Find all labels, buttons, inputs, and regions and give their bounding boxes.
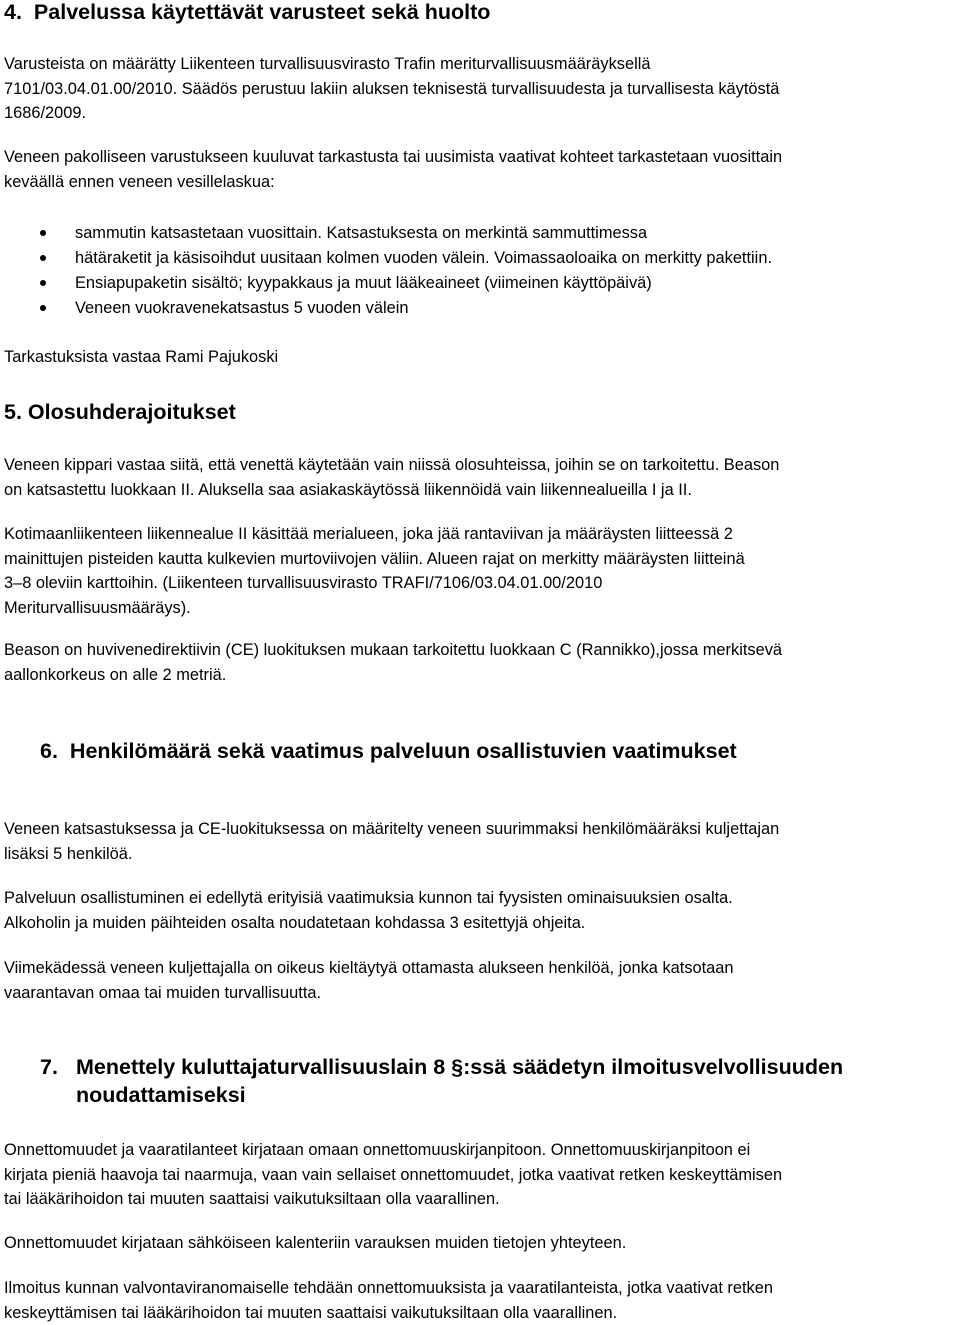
section-6-paragraph-3 bbox=[4, 956, 956, 1005]
text-line: tai lääkärihoidon tai muuten saattaisi vaikutuksiltaan olla vaarallinen. bbox=[4, 1190, 500, 1209]
bullet-item: sammutin katsastetaan vuosittain. Katsastuksesta on merkintä sammuttimessa bbox=[75, 224, 648, 242]
section-4-paragraph-3 bbox=[4, 345, 956, 370]
bullet-icon bbox=[40, 305, 46, 311]
section-5-paragraph-2 bbox=[4, 522, 956, 620]
section-7-title-line: noudattamiseksi bbox=[76, 1083, 246, 1107]
text-line: vaarantavan omaa tai muiden turvallisuutta. bbox=[4, 983, 322, 1002]
section-4-number: 4. bbox=[4, 0, 22, 24]
text-line: aallonkorkeus on alle 2 metriä. bbox=[4, 665, 227, 684]
bullet-item: Veneen vuokravenekatsastus 5 vuoden välein bbox=[75, 299, 409, 317]
section-4-heading bbox=[4, 0, 490, 26]
text-line: Tarkastuksista vastaa Rami Pajukoski bbox=[4, 348, 279, 366]
section-7-title-line: Menettely kuluttajaturvallisuuslain 8 §:ssä säädetyn ilmoitusvelvollisuuden bbox=[76, 1055, 844, 1079]
text-line: Veneen katsastuksessa ja CE-luokituksessa on määritelty veneen suurimmaksi henkilömääräksi kuljettajan bbox=[4, 820, 780, 838]
section-6-number: 6. bbox=[40, 739, 58, 763]
section-6-paragraph-1 bbox=[4, 817, 956, 866]
section-4-paragraph-1 bbox=[4, 52, 956, 126]
text-line: 1686/2009. bbox=[4, 104, 87, 123]
text-line: Varusteista on määrätty Liikenteen turvallisuusvirasto Trafin meriturvallisuusmääräyksellä bbox=[4, 55, 651, 73]
text-line: 3–8 oleviin karttoihin. (Liikenteen turvallisuusvirasto TRAFI/7106/03.04.01.00/2010 bbox=[4, 574, 603, 593]
bullet-icon bbox=[40, 280, 46, 286]
bullet-icon bbox=[40, 230, 46, 236]
text-line: keskeyttämisen tai lääkärihoidon tai muuten saattaisi vaikutuksiltaan olla vaarallinen. bbox=[4, 1303, 618, 1322]
text-line: on katsastettu luokkaan II. Aluksella saa asiakaskäytössä liikennöidä vain liikennealueilla I ja II. bbox=[4, 480, 692, 499]
text-line: Viimekädessä veneen kuljettajalla on oikeus kieltäytyä ottamasta alukseen henkilöä, jonka katsotaan bbox=[4, 959, 734, 977]
text-line: Onnettomuudet kirjataan sähköiseen kalenteriin varauksen muiden tietojen yhteyteen. bbox=[4, 1234, 627, 1252]
section-6-paragraph-2 bbox=[4, 886, 956, 935]
section-7-paragraph-1 bbox=[4, 1138, 956, 1212]
section-7-paragraph-3 bbox=[4, 1276, 956, 1325]
section-5-paragraph-1 bbox=[4, 453, 956, 502]
section-4-paragraph-2 bbox=[4, 145, 956, 194]
section-6-title: Henkilömäärä sekä vaatimus palveluun osallistuvien vaatimukset bbox=[69, 739, 737, 763]
section-5-paragraph-3 bbox=[4, 638, 956, 687]
text-line: Beason on huvivenedirektiivin (CE) luokituksen mukaan tarkoitettu luokkaan C (Rannikko),jossa merkitsevä bbox=[4, 641, 783, 659]
text-line: Palveluun osallistuminen ei edellytä erityisiä vaatimuksia kunnon tai fyysisten ominaisuuksien osalta. bbox=[4, 889, 733, 907]
section-7-paragraph-2 bbox=[4, 1231, 956, 1256]
text-line: Meriturvallisuusmääräys). bbox=[4, 598, 191, 617]
text-line: 7101/03.04.01.00/2010. Säädös perustuu lakiin aluksen teknisestä turvallisuudesta ja turvallisesta käytöstä bbox=[4, 79, 780, 98]
text-line: kirjata pieniä haavoja tai naarmuja, vaan vain sellaiset onnettomuudet, jotka vaativat retken keskeyttämisen bbox=[4, 1165, 783, 1184]
section-4-title: Palvelussa käytettävät varusteet sekä huolto bbox=[33, 0, 491, 24]
section-7-number: 7. bbox=[40, 1055, 58, 1079]
text-line: Alkoholin ja muiden päihteiden osalta noudatetaan kohdassa 3 esitettyjä ohjeita. bbox=[4, 913, 586, 932]
section-5-heading: 5. Olosuhderajoitukset bbox=[4, 400, 236, 424]
text-line: Veneen pakolliseen varustukseen kuuluvat tarkastusta tai uusimista vaativat kohteet tarkastetaan vuosittain bbox=[4, 148, 783, 166]
text-line: Veneen kippari vastaa siitä, että venettä käytetään vain niissä olosuhteissa, joihin se on tarkoitettu. Beason bbox=[4, 456, 780, 474]
bullet-item: hätäraketit ja käsisoihdut uusitaan kolmen vuoden välein. Voimassaoloaika on merkitty pakettiin. bbox=[75, 249, 772, 267]
bullet-icon bbox=[40, 255, 46, 261]
text-line: keväällä ennen veneen vesillelaskua: bbox=[4, 172, 275, 191]
section-6-heading bbox=[40, 737, 737, 765]
text-line: mainittujen pisteiden kautta kulkevien murtoviivojen väliin. Alueen rajat on merkitty määräysten liitteinä bbox=[4, 549, 745, 568]
text-line: Onnettomuudet ja vaaratilanteet kirjataan omaan onnettomuuskirjanpitoon. Onnettomuuskirjanpitoon ei bbox=[4, 1141, 751, 1159]
text-line: Kotimaanliikenteen liikennealue II käsittää merialueen, joka jää rantaviivan ja määräysten liitteessä 2 bbox=[4, 525, 733, 543]
bullet-item: Ensiapupaketin sisältö; kyypakkaus ja muut lääkeaineet (viimeinen käyttöpäivä) bbox=[75, 274, 652, 292]
text-line: lisäksi 5 henkilöä. bbox=[4, 844, 133, 863]
text-line: Ilmoitus kunnan valvontaviranomaiselle tehdään onnettomuuksista ja vaaratilanteista, jotka vaativat retken bbox=[4, 1279, 773, 1297]
